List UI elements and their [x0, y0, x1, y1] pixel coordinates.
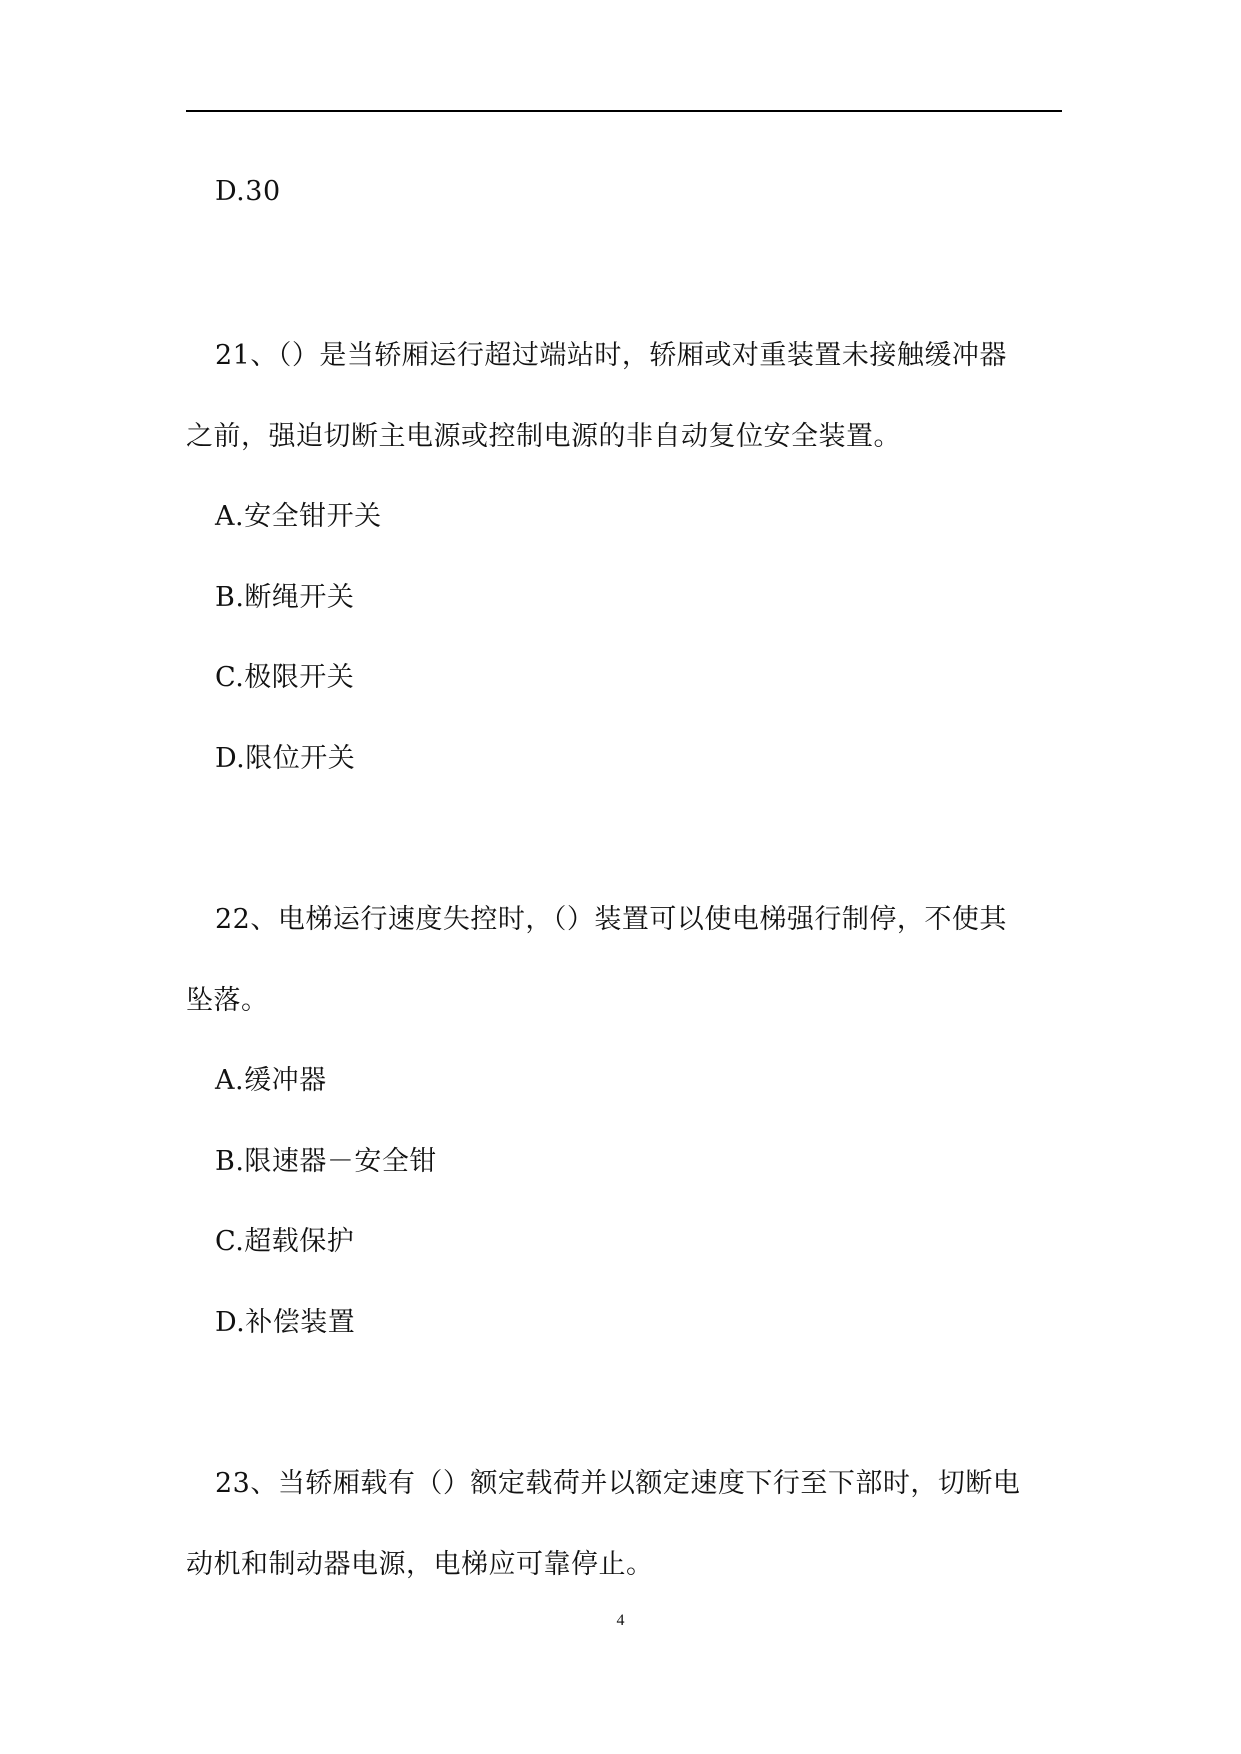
q23-stem-line-1: 23、当轿厢载有（）额定载荷并以额定速度下行至下部时，切断电: [215, 1468, 1021, 1499]
q21-option-a: A.安全钳开关: [215, 501, 382, 532]
q22-option-c: C.超载保护: [215, 1226, 355, 1257]
header-rule: [186, 110, 1062, 112]
q22-option-b: B.限速器－安全钳: [215, 1146, 437, 1177]
page-number: 4: [616, 1612, 625, 1629]
q22-stem-line-1: 22、电梯运行速度失控时，（）装置可以使电梯强行制停，不使其: [215, 904, 1007, 935]
q22-option-d: D.补偿装置: [215, 1307, 356, 1338]
q21-option-c: C.极限开关: [215, 662, 355, 693]
q20-option-d: D.30: [215, 176, 281, 207]
q21-stem-line-1: 21、（）是当轿厢运行超过端站时，轿厢或对重装置未接触缓冲器: [215, 340, 1007, 371]
q21-stem-line-2: 之前，强迫切断主电源或控制电源的非自动复位安全装置。: [186, 421, 901, 452]
q21-option-b: B.断绳开关: [215, 582, 355, 613]
q22-option-a: A.缓冲器: [215, 1065, 327, 1096]
q21-option-d: D.限位开关: [215, 743, 356, 774]
q23-stem-line-2: 动机和制动器电源，电梯应可靠停止。: [186, 1549, 654, 1580]
q22-stem-line-2: 坠落。: [186, 985, 269, 1016]
